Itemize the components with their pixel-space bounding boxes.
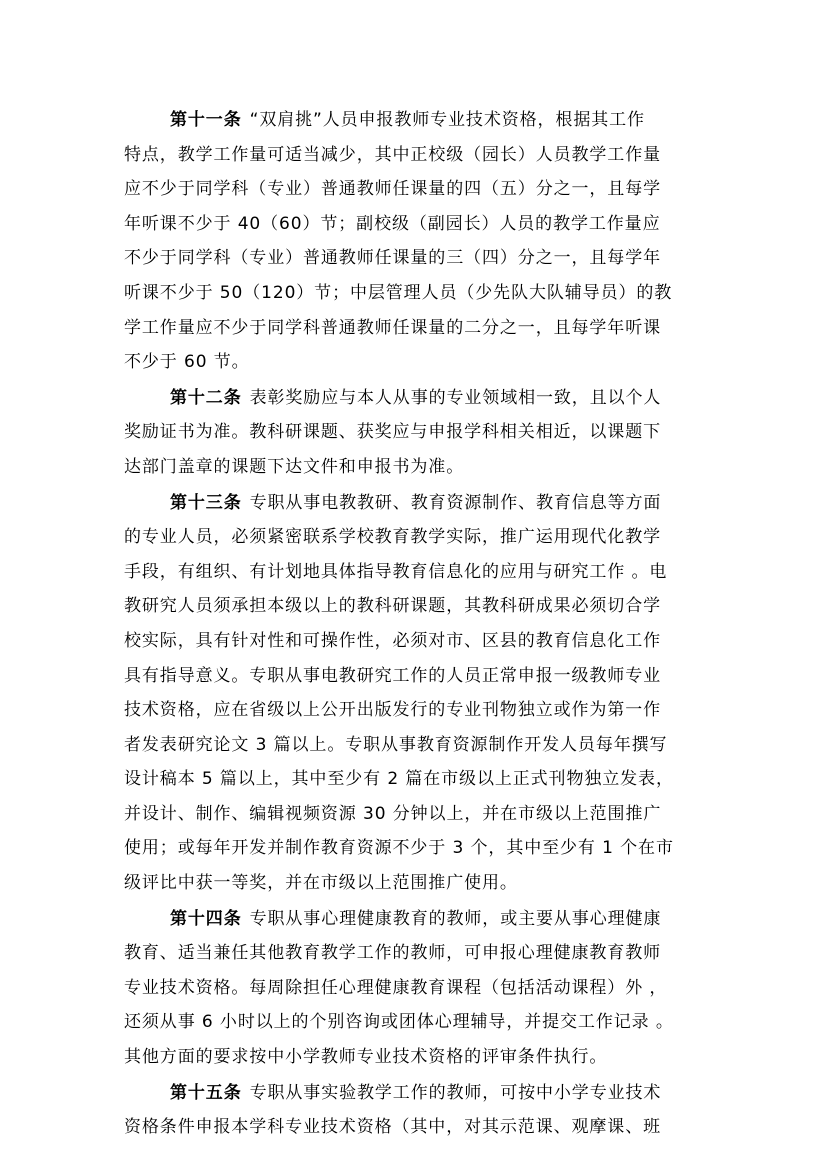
paragraph-line: 的专业人员，必须紧密联系学校教育教学实际，推广运用现代化教学 xyxy=(124,527,661,548)
paragraph-line: 设计稿本 5 篇以上，其中至少有 2 篇在市级以上正式刊物独立发表， xyxy=(124,769,674,790)
paragraph-line: 使用；或每年开发并制作教育资源不少于 3 个，其中至少有 1 个在市 xyxy=(124,838,674,859)
paragraph-line: 年听课不少于 40（60）节；副校级（副园长）人员的教学工作量应 xyxy=(124,213,661,234)
paragraph-line: 不少于同学科（专业）普通教师任课量的三（四）分之一，且每学年 xyxy=(124,248,661,269)
article-14 xyxy=(124,902,704,1075)
article-number: 第十五条 xyxy=(170,1082,242,1103)
article-number: 第十一条 xyxy=(170,110,242,130)
article-number: 第十四条 xyxy=(170,908,242,929)
paragraph-line: 奖励证书为准。教科研课题、获奖应与申报学科相关相近，以课题下 xyxy=(124,422,661,443)
paragraph-line: 资格条件申报本学科专业技术资格（其中，对其示范课、观摩课、班 xyxy=(124,1117,661,1138)
paragraph-line: 专职从事电教教研、教育资源制作、教育信息等方面 xyxy=(249,492,662,513)
paragraph-line: 教育、适当兼任其他教育教学工作的教师，可申报心理健康教育教师 xyxy=(124,943,661,964)
article-13 xyxy=(124,486,704,901)
paragraph-line: 并设计、制作、编辑视频资源 30 分钟以上，并在市级以上范围推广 xyxy=(124,803,662,824)
paragraph-line: 手段，有组织、有计划地具体指导教育信息化的应用与研究工作 。电 xyxy=(124,561,668,582)
article-15 xyxy=(124,1076,704,1145)
paragraph-line: 技术资格，应在省级以上公开出版发行的专业刊物独立或作为第一作 xyxy=(124,700,661,721)
paragraph-line: 校实际，具有针对性和可操作性，必须对市、区县的教育信息化工作 xyxy=(124,630,661,651)
paragraph-line: 学工作量应不少于同学科普通教师任课量的二分之一，且每学年听课 xyxy=(124,317,661,338)
paragraph-line: 达部门盖章的课题下达文件和申报书为准。 xyxy=(124,456,465,477)
paragraph-line: 专业技术资格。每周除担任心理健康教育课程（包括活动课程）外 ， xyxy=(124,977,668,998)
paragraph-line: 专职从事实验教学工作的教师，可按中小学专业技术 xyxy=(249,1082,662,1103)
paragraph-line: 听课不少于 50（120）节；中层管理人员（少先队大队辅导员）的教 xyxy=(124,282,673,303)
paragraph-line: 具有指导意义。专职从事电教研究工作的人员正常申报一级教师专业 xyxy=(124,665,661,686)
document-page xyxy=(124,103,704,1146)
article-number: 第十三条 xyxy=(170,492,242,513)
article-12 xyxy=(124,381,704,485)
paragraph-line: 其他方面的要求按中小学教师专业技术资格的评审条件执行。 xyxy=(124,1047,608,1068)
paragraph-line: 专职从事心理健康教育的教师，或主要从事心理健康 xyxy=(249,908,662,929)
paragraph-line: 者发表研究论文 3 篇以上。专职从事教育资源制作开发人员每年撰写 xyxy=(124,734,668,755)
article-11 xyxy=(124,103,704,380)
article-number: 第十二条 xyxy=(170,387,242,408)
paragraph-line: 应不少于同学科（专业）普通教师任课量的四（五）分之一，且每学 xyxy=(124,179,661,200)
paragraph-line: 级评比中获一等奖，并在市级以上范围推广使用。 xyxy=(124,873,518,894)
paragraph-line: 不少于 60 节。 xyxy=(124,352,250,373)
paragraph-line: 表彰奖励应与本人从事的专业领域相一致，且以个人 xyxy=(249,387,662,408)
paragraph-line: 还须从事 6 小时以上的个别咨询或团体心理辅导，并提交工作记录 。 xyxy=(124,1012,674,1033)
paragraph-line: 特点，教学工作量可适当减少，其中正校级（园长）人员教学工作量 xyxy=(124,144,661,165)
paragraph-line: 教研究人员须承担本级以上的教科研课题，其教科研成果必须切合学 xyxy=(124,596,661,617)
paragraph-line: “双肩挑”人员申报教师专业技术资格，根据其工作 xyxy=(249,110,645,130)
